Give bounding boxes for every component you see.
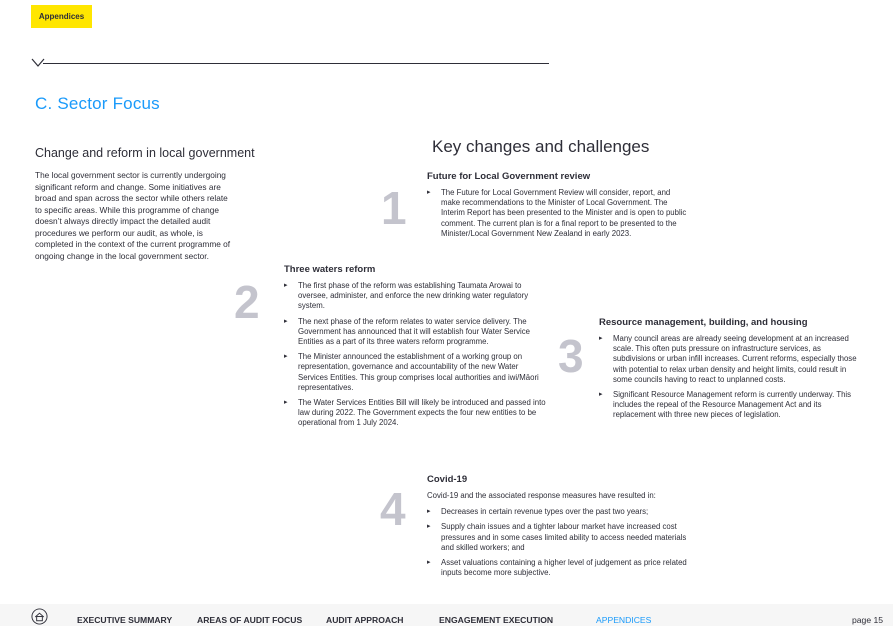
page-number: page 15 <box>852 615 884 625</box>
item-block-2 <box>284 264 546 434</box>
nav-appendices[interactable]: APPENDICES <box>596 615 652 625</box>
list-item: ▸ The Water Services Entities Bill will likely be introduced and passed into law during 2022. The Government expects the four new entities to be operational from 1 July 2024. <box>284 398 546 429</box>
nav-areas-of-audit-focus[interactable]: AREAS OF AUDIT FOCUS <box>197 615 303 625</box>
item-block-1 <box>427 171 689 244</box>
item-intro: Covid-19 and the associated response measures have resulted in: <box>427 491 656 500</box>
list-item: ▸ The Minister announced the establishment of a working group on representation, governance and accountability of the new Water Services Entities. This group comprises local authorities and iwi/Māori representatives. <box>284 352 546 393</box>
list-item: ▸ The first phase of the reform was establishing Taumata Arowai to oversee, administer, and enforce the new drinking water regulatory system. <box>284 281 546 312</box>
item-title: Covid-19 <box>427 474 468 485</box>
left-body: The local government sector is currently undergoing significant reform and change. Some initiatives are broad and span across the sector while others relate to specific areas. While this programme of change doesn’t always directly impact the detailed audit procedures we perform our audit, as whole, is completed in the context of the current programme of ongoing change in the local government sector. <box>35 170 231 261</box>
item-title: Future for Local Government review <box>427 171 591 182</box>
key-changes-title: Key changes and challenges <box>432 137 650 156</box>
list-item: ▸ Many council areas are already seeing development at an increased scale. This often puts pressure on infrastructure services, as subdivisions or urban infill increases. Current reforms, especially those with potential to relax urban density and height limits, could result in some councils having to react to unplanned costs. <box>599 334 861 385</box>
item-title: Three waters reform <box>284 264 376 275</box>
nav-engagement-execution[interactable]: ENGAGEMENT EXECUTION <box>439 615 554 625</box>
item-number-2: 2 <box>234 276 260 328</box>
list-item: ▸ Asset valuations containing a higher level of judgement as price related inputs become more subjective. <box>427 558 699 578</box>
list-item: ▸ The next phase of the reform relates to water service delivery. The Government has announced that it will establish four Water Service Entities as a part of its three waters reform programme. <box>284 317 546 348</box>
item-block-3 <box>599 317 861 426</box>
nav-audit-approach[interactable]: AUDIT APPROACH <box>326 615 404 625</box>
header-divider <box>43 63 549 64</box>
item-number-4: 4 <box>380 483 406 535</box>
home-icon[interactable] <box>31 608 48 625</box>
list-item: ▸ Supply chain issues and a tighter labour market have increased cost pressures and in some cases limited ability to access needed materials and skilled workers; and <box>427 522 699 553</box>
left-heading: Change and reform in local government <box>35 146 255 160</box>
section-title: C. Sector Focus <box>35 94 160 113</box>
item-number-3: 3 <box>558 330 584 382</box>
nav-executive-summary[interactable]: EXECUTIVE SUMMARY <box>77 615 173 625</box>
item-block-4 <box>427 474 699 583</box>
list-item: ▸ Decreases in certain revenue types over the past two years; <box>427 507 699 517</box>
item-number-1: 1 <box>381 182 407 234</box>
appendices-tag: Appendices <box>31 5 92 28</box>
list-item: ▸ Significant Resource Management reform is currently underway. This includes the repeal of the Resource Management Act and its replacement with three new pieces of legislation. <box>599 390 861 421</box>
item-title: Resource management, building, and housing <box>599 317 808 328</box>
list-item: ▸ The Future for Local Government Review will consider, report, and make recommendations to the Minister of Local Government. The Interim Report has been presented to the Minister and is open to public comment. The current plan is for a final report to be presented to the Minister/Local Government New Zealand in early 2023. <box>427 188 689 239</box>
